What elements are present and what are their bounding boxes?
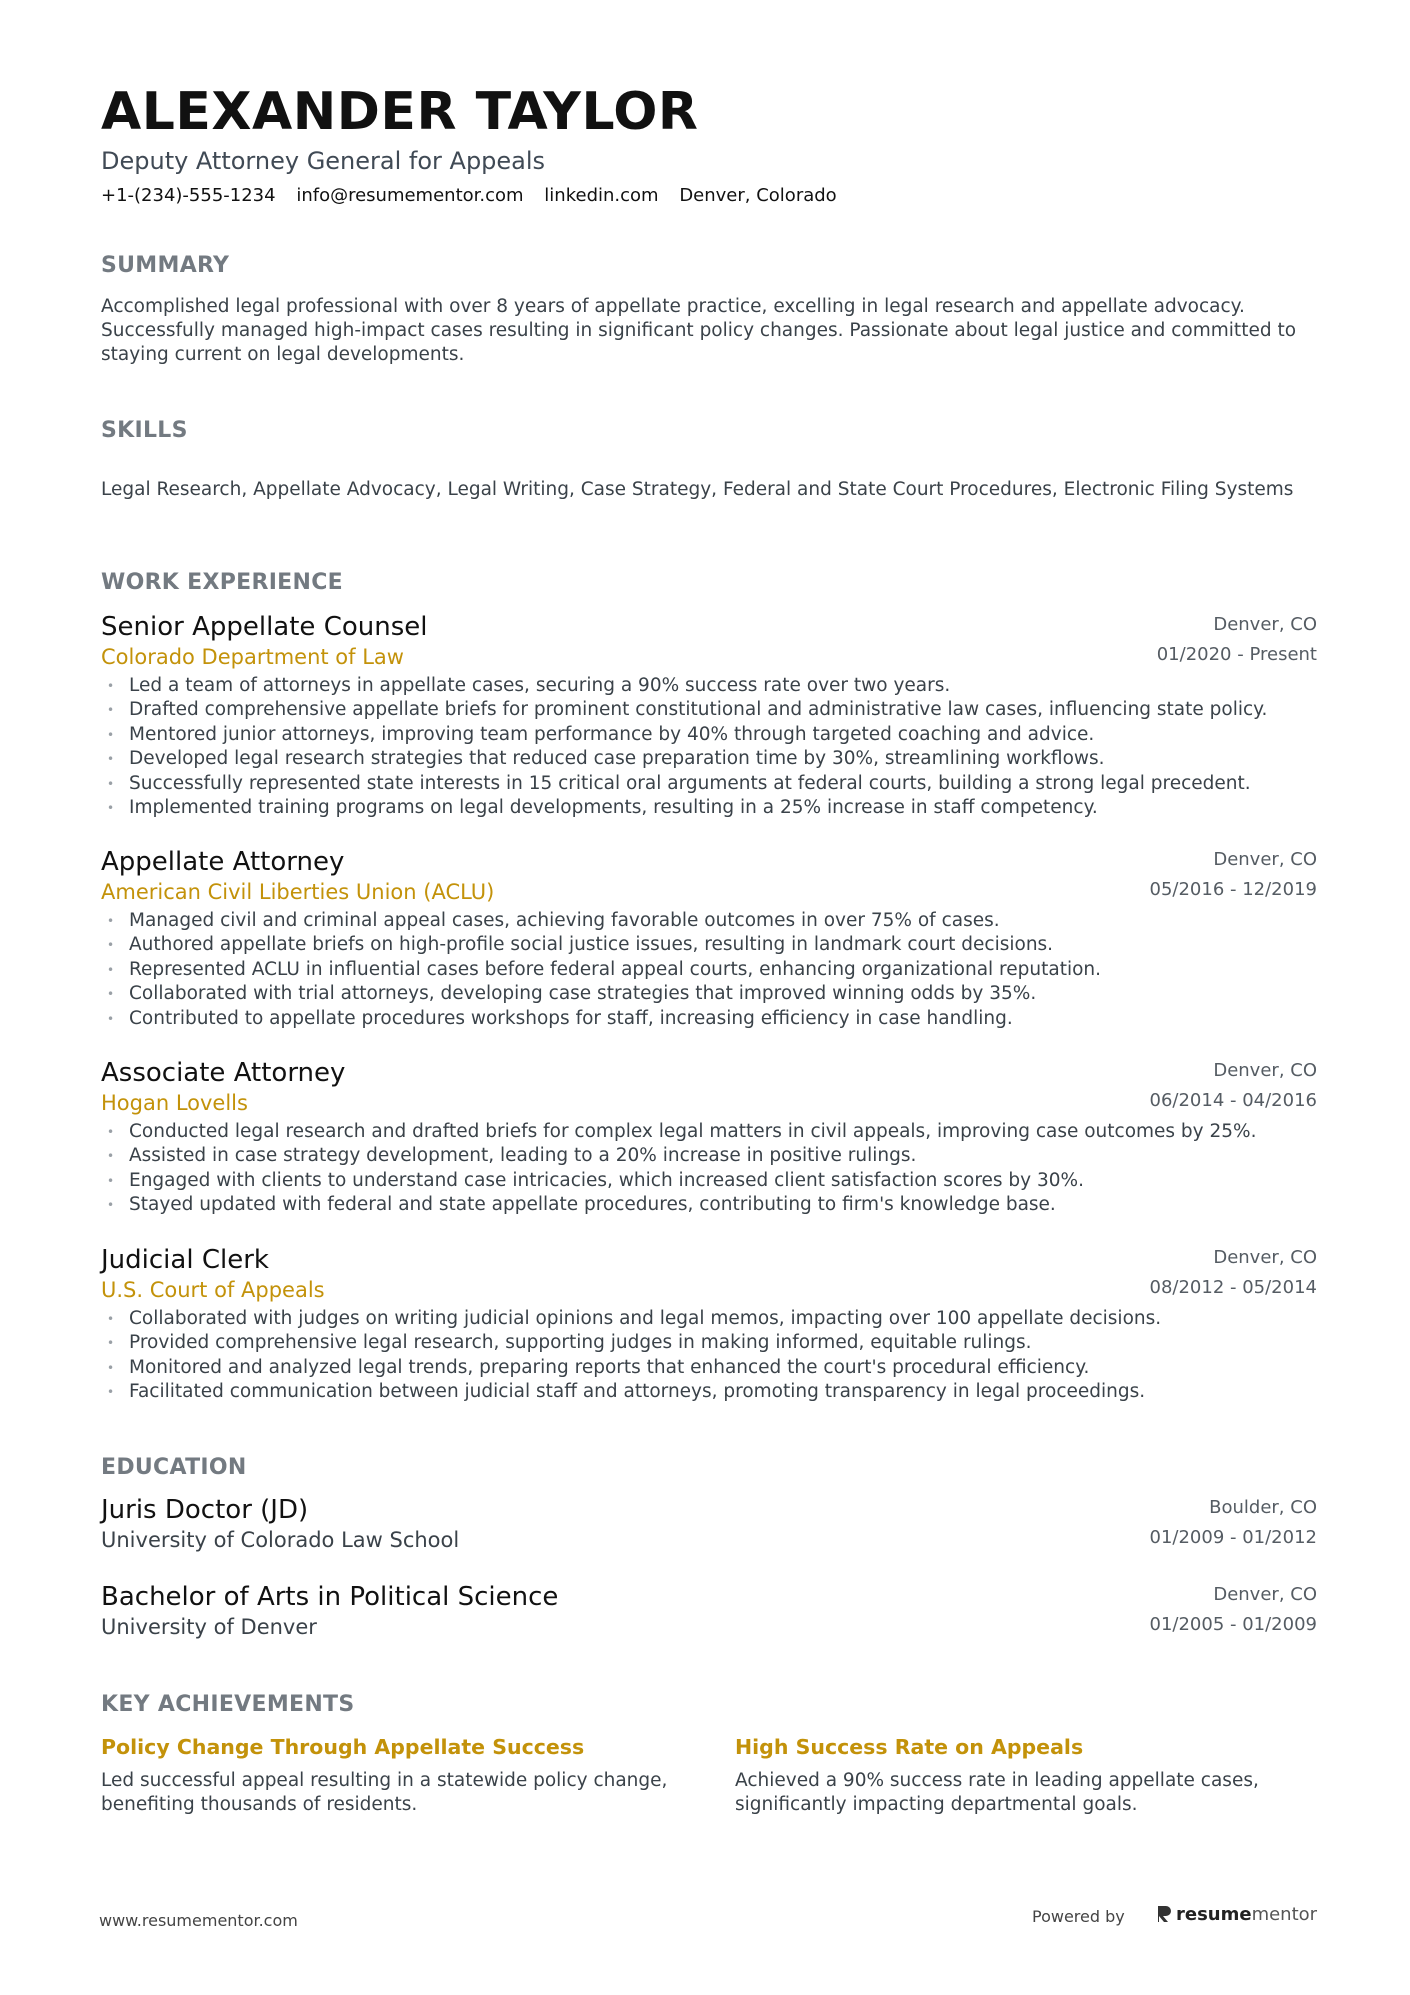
brand-mark-icon: [1156, 1904, 1172, 1924]
education-dates: 01/2005 - 01/2009: [1149, 1614, 1317, 1635]
job-bullet: • Drafted comprehensive appellate briefs for prominent constitutional and administrative law cases, influencing state policy.: [101, 698, 1267, 722]
achievement-card: [101, 1735, 681, 1817]
job-bullet: • Successfully represented state interests in 15 critical oral arguments at federal courts, building a strong legal precedent.: [101, 772, 1267, 796]
education-heading: EDUCATION: [101, 1455, 247, 1480]
job-title: Senior Appellate Counsel: [101, 612, 428, 642]
job-dates: 06/2014 - 04/2016: [1149, 1090, 1317, 1111]
contact-email: info@resumementor.com: [296, 185, 524, 206]
job-bullet: • Contributed to appellate procedures workshops for staff, increasing efficiency in case handling.: [101, 1007, 1101, 1031]
job-company: American Civil Liberties Union (ACLU): [101, 880, 495, 904]
candidate-name: ALEXANDER TAYLOR: [101, 82, 699, 142]
contact-linkedin: linkedin.com: [544, 185, 659, 206]
job-company: Colorado Department of Law: [101, 645, 404, 669]
job-bullet: • Assisted in case strategy development, leading to a 20% increase in positive rulings.: [101, 1144, 1257, 1168]
contact-phone: +1-(234)-555-1234: [101, 185, 276, 206]
skills-heading: SKILLS: [101, 418, 188, 443]
job-bullet: • Conducted legal research and drafted briefs for complex legal matters in civil appeals, improving case outcomes by 25%.: [101, 1120, 1257, 1144]
job-bullet: • Facilitated communication between judicial staff and attorneys, promoting transparency in legal proceedings.: [101, 1380, 1161, 1404]
job-dates: 05/2016 - 12/2019: [1149, 879, 1317, 900]
job-bullets: [101, 674, 1267, 820]
job-bullet: • Engaged with clients to understand case intricacies, which increased client satisfaction scores by 30%.: [101, 1169, 1257, 1193]
job-location: Denver, CO: [1213, 1247, 1317, 1268]
achievement-card: [735, 1735, 1315, 1817]
education-location: Denver, CO: [1213, 1584, 1317, 1605]
education-dates: 01/2009 - 01/2012: [1149, 1527, 1317, 1548]
brand-name-light: mentor: [1251, 1904, 1318, 1925]
job-bullet: • Mentored junior attorneys, improving team performance by 40% through targeted coaching and advice.: [101, 723, 1267, 747]
job-bullet: • Stayed updated with federal and state appellate procedures, contributing to firm's knowledge base.: [101, 1193, 1257, 1217]
job-bullets: [101, 909, 1101, 1031]
job-bullet: • Led a team of attorneys in appellate cases, securing a 90% success rate over two years.: [101, 674, 1267, 698]
contact-location: Denver, Colorado: [679, 185, 837, 206]
achievement-title: Policy Change Through Appellate Success: [101, 1735, 585, 1759]
achievement-description: Led successful appeal resulting in a statewide policy change, benefiting thousands of residents.: [101, 1770, 668, 1815]
job-dates: 01/2020 - Present: [1156, 644, 1317, 665]
summary-heading: SUMMARY: [101, 253, 230, 278]
powered-by-label: Powered by: [1032, 1907, 1125, 1926]
experience-heading: WORK EXPERIENCE: [101, 570, 343, 595]
education-school: University of Colorado Law School: [101, 1528, 460, 1552]
education-school: University of Denver: [101, 1615, 317, 1639]
achievements-heading: KEY ACHIEVEMENTS: [101, 1692, 355, 1717]
job-bullet: • Managed civil and criminal appeal cases, achieving favorable outcomes in over 75% of cases.: [101, 909, 1101, 933]
contact-line: [101, 185, 852, 206]
job-location: Denver, CO: [1213, 614, 1317, 635]
education-degree: Bachelor of Arts in Political Science: [101, 1582, 559, 1612]
achievement-description: Achieved a 90% success rate in leading appellate cases, significantly impacting departmental goals.: [735, 1770, 1259, 1815]
job-bullet: • Represented ACLU in influential cases before federal appeal courts, enhancing organizational reputation.: [101, 958, 1101, 982]
job-bullet: • Provided comprehensive legal research, supporting judges in making informed, equitable rulings.: [101, 1331, 1161, 1355]
job-bullet: • Authored appellate briefs on high-profile social justice issues, resulting in landmark court decisions.: [101, 933, 1101, 957]
brand-logo[interactable]: [1156, 1904, 1317, 1925]
job-company: U.S. Court of Appeals: [101, 1278, 325, 1302]
job-bullets: [101, 1307, 1161, 1405]
job-bullet: • Collaborated with trial attorneys, developing case strategies that improved winning odds by 35%.: [101, 982, 1101, 1006]
education-degree: Juris Doctor (JD): [101, 1495, 309, 1525]
achievement-title: High Success Rate on Appeals: [735, 1735, 1084, 1759]
job-bullet: • Monitored and analyzed legal trends, preparing reports that enhanced the court's procedural efficiency.: [101, 1356, 1161, 1380]
job-location: Denver, CO: [1213, 849, 1317, 870]
education-location: Boulder, CO: [1209, 1497, 1317, 1518]
brand-name-bold: resume: [1176, 1904, 1252, 1925]
job-bullet: • Developed legal research strategies that reduced case preparation time by 30%, streamlining workflows.: [101, 747, 1267, 771]
job-location: Denver, CO: [1213, 1060, 1317, 1081]
footer-url[interactable]: www.resumementor.com: [99, 1911, 298, 1930]
job-title: Associate Attorney: [101, 1058, 346, 1088]
job-title: Judicial Clerk: [101, 1245, 269, 1275]
job-title: Appellate Attorney: [101, 847, 345, 877]
job-bullet: • Collaborated with judges on writing judicial opinions and legal memos, impacting over 100 appellate decisions.: [101, 1307, 1161, 1331]
skills-text: Legal Research, Appellate Advocacy, Legal Writing, Case Strategy, Federal and State Court Procedures, Electronic Filing Systems: [101, 479, 1294, 500]
job-bullets: [101, 1120, 1257, 1218]
candidate-title: Deputy Attorney General for Appeals: [101, 147, 546, 175]
summary-text: Accomplished legal professional with over 8 years of appellate practice, excelling in legal research and appellate advocacy. Successfully managed high-impact cases resulting in significant policy changes. Passionate about legal justice and committed to staying current on legal developments.: [101, 296, 1297, 365]
job-dates: 08/2012 - 05/2014: [1149, 1277, 1317, 1298]
job-company: Hogan Lovells: [101, 1091, 248, 1115]
job-bullet: • Implemented training programs on legal developments, resulting in a 25% increase in staff competency.: [101, 796, 1267, 820]
